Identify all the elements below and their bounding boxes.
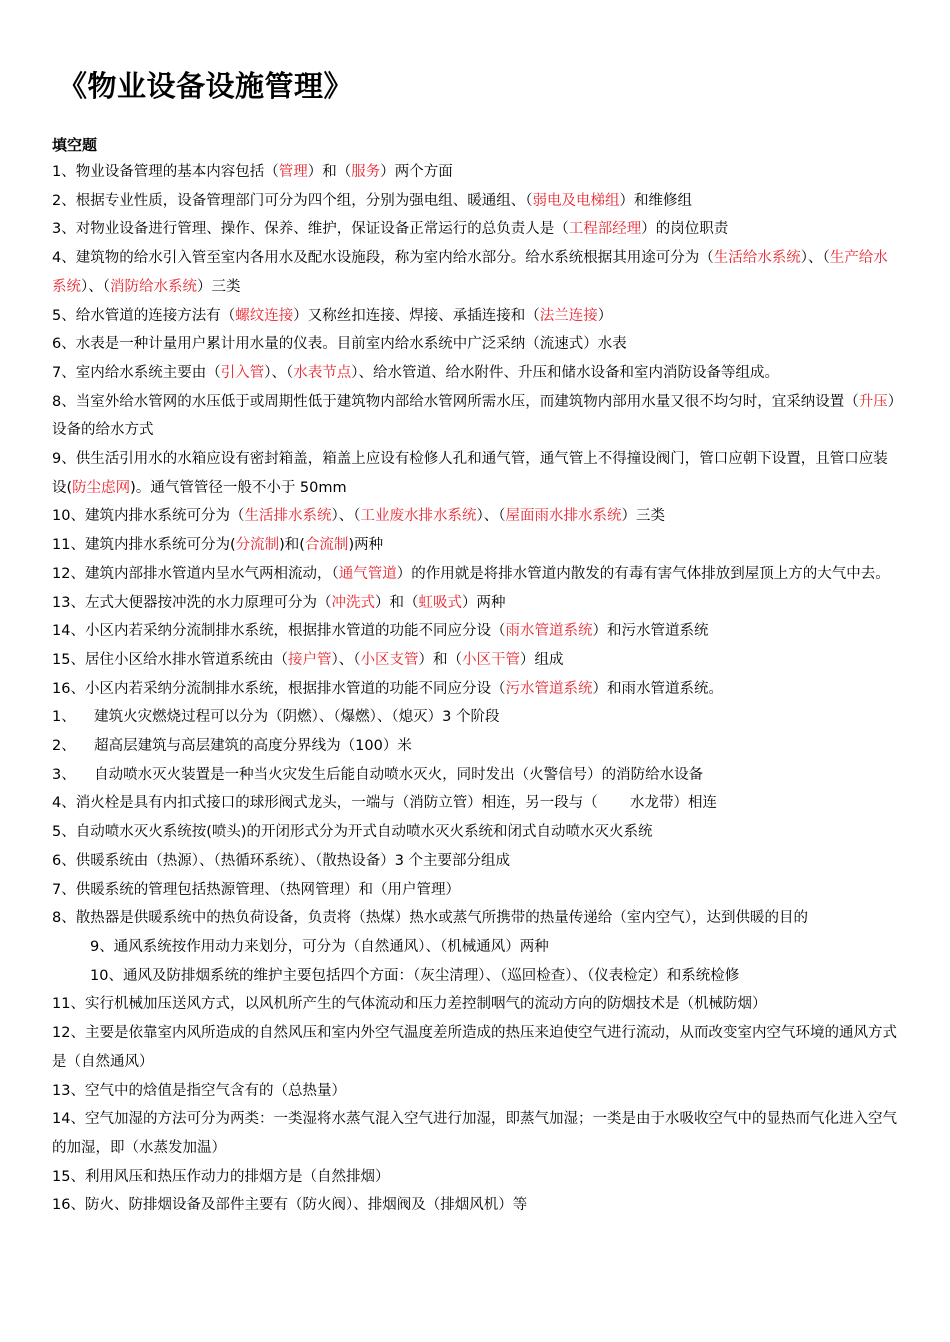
answer-text: 合流制: [304, 537, 349, 554]
question-text: 4、建筑物的给水引入管至室内各用水及配水设施段，称为室内给水部分。给水系统根据其用途可分为（: [52, 250, 714, 267]
answer-text: 虹吸式: [418, 594, 462, 611]
question-item: [52, 531, 902, 560]
answer-text: 引入管: [220, 364, 265, 381]
question-text: 10、通风及防排烟系统的维护主要包括四个方面：（灰尘清理）、（巡回检查）、（仪表检定）和系统检修: [90, 967, 740, 984]
question-text: 14、空气加湿的方法可分为两类：一类湿将水蒸气混入空气进行加湿，即蒸气加湿；一类是由于水吸收空气中的显热而气化进入空气的加湿，即（水蒸发加温）: [52, 1111, 897, 1156]
question-text: 9、供生活引用水的水箱应设有密封箱盖，箱盖上应设有检修人孔和通气管，通气管上不得撞设阀门，管口应朝下设置，且管口应装设(: [52, 451, 888, 496]
question-item: [52, 617, 902, 646]
question-text: 7、室内给水系统主要由（: [52, 364, 221, 381]
answer-text: 污水管道系统: [505, 680, 593, 697]
question-text: ）和（: [418, 651, 462, 668]
question-text: 5、自动喷水灭火系统按(喷头)的开闭形式分为开式自动喷水灭火系统和闭式自动喷水灭火系统: [52, 824, 653, 841]
question-text: ）、（: [331, 651, 361, 668]
answer-text: 法兰连接: [539, 307, 598, 324]
answer-text: 水表节点: [293, 364, 352, 381]
answer-text: 雨水管道系统: [505, 623, 593, 640]
question-text: ）两种: [461, 594, 506, 611]
question-text: ）、（: [476, 508, 506, 525]
question-item: [52, 560, 902, 589]
answer-text: 弱电及电梯组: [532, 192, 620, 209]
question-text: 16、小区内若采纳分流制排水系统，根据排水管道的功能不同应分设（: [52, 680, 506, 697]
question-text: 8、散热器是供暖系统中的热负荷设备，负责将（热煤）热水或蒸气所携带的热量传递给（室内空气），达到供暖的目的: [52, 910, 808, 927]
answer-text: 防尘虑网: [72, 479, 131, 496]
question-text: 2、根据专业性质，设备管理部门可分为四个组，分别为强电组、暖通组、（: [52, 192, 533, 209]
question-item: [52, 818, 902, 847]
question-text: ）、给水管道、给水附件、升压和储水设备和室内消防设备等组成。: [351, 364, 779, 381]
question-text: 14、小区内若采纳分流制排水系统，根据排水管道的功能不同应分设（: [52, 623, 506, 640]
question-text: ）两个方面: [380, 164, 453, 180]
question-text: 6、水表是一种计量用户累计用水量的仪表。目前室内给水系统中广泛采纳（流速式）水表: [52, 336, 627, 353]
question-text: ）、（: [264, 364, 294, 381]
answer-text: 服务: [351, 164, 381, 180]
question-text: 12、建筑内部排水管道内呈水气两相流动，（: [52, 565, 339, 582]
question-text: )。通气管管径一般不小于 50mm: [130, 479, 347, 496]
question-text: 9、通风系统按作用动力来划分，可分为（自然通风）、（机械通风）两种: [90, 938, 549, 955]
question-item: [52, 388, 902, 445]
answer-text: 工业废水排水系统: [360, 508, 477, 525]
question-item: [52, 502, 902, 531]
question-item: [52, 244, 902, 301]
question-item: [52, 1191, 902, 1220]
question-item: [52, 1163, 902, 1192]
question-item: [52, 187, 902, 216]
question-item: [52, 876, 902, 905]
answer-text: 小区支管: [360, 651, 419, 668]
question-list: [52, 158, 902, 1220]
question-item: [52, 847, 902, 876]
question-text: 16、防火、防排烟设备及部件主要有（防火阀）、排烟阀及（排烟风机）等: [52, 1197, 528, 1214]
question-item: [52, 789, 902, 818]
answer-text: 生活排水系统: [244, 508, 332, 525]
question-text: 4、消火栓是具有内扣式接口的球形阀式龙头，一端与（消防立管）相连，另一段与（ 水龙带）相连: [52, 795, 717, 812]
question-text: 12、主要是依靠室内风所造成的自然风压和室内外空气温度差所造成的热压来迫使空气进行流动，从而改变室内空气环境的通风方式是（自然通风）: [52, 1025, 897, 1070]
question-item: [52, 904, 902, 933]
question-text: ）又称丝扣连接、焊接、承插连接和（: [293, 307, 540, 324]
question-text: ）和污水管道系统: [592, 623, 709, 640]
question-item: [52, 646, 902, 675]
question-item: [52, 589, 902, 618]
question-item: [52, 675, 902, 704]
question-item: [52, 1105, 902, 1162]
question-text: ）、（: [800, 250, 830, 267]
answer-text: 升压: [858, 393, 888, 410]
question-item: [52, 703, 902, 732]
question-text: 11、建筑内排水系统可分为(: [52, 537, 236, 554]
question-text: 3、 自动喷水灭火装置是一种当火灾发生后能自动喷水灭火，同时发出（火警信号）的消防给水设备: [52, 766, 704, 783]
question-text: 5、给水管道的连接方法有（: [52, 307, 236, 324]
question-text: ）组成: [519, 651, 564, 668]
answer-text: 屋面雨水排水系统: [505, 508, 622, 525]
question-text: 13、左式大便器按冲洗的水力原理可分为（: [52, 594, 332, 611]
document-title: 《物业设备设施管理》: [58, 69, 354, 103]
question-text: 15、居住小区给水排水管道系统由（: [52, 651, 288, 668]
answer-text: 接户管: [287, 651, 332, 668]
question-item: [52, 962, 902, 991]
question-item: [52, 732, 902, 761]
question-item: [52, 1019, 902, 1076]
answer-text: 通气管道: [338, 565, 397, 582]
question-text: ）和（: [374, 594, 419, 611]
question-text: )和(: [279, 537, 305, 554]
question-text: ）: [597, 307, 613, 324]
question-text: ）、（: [331, 508, 361, 525]
answer-text: 消防给水系统: [110, 278, 197, 295]
question-text: ）的岗位职责: [641, 221, 729, 238]
question-text: ）和（: [307, 164, 352, 180]
question-text: 3、对物业设备进行管理、操作、保养、维护，保证设备正常运行的总负责人是（: [52, 221, 569, 238]
question-text: 6、供暖系统由（热源）、（热循环系统）、（散热设备）3 个主要部分组成: [52, 852, 511, 869]
question-text: 1、 建筑火灾燃烧过程可以分为（阴燃）、（爆燃）、（熄灭）3 个阶段: [52, 709, 500, 726]
question-item: [52, 990, 902, 1019]
question-text: 10、建筑内排水系统可分为（: [52, 508, 245, 525]
answer-text: 管理: [278, 164, 308, 180]
question-text: ）和维修组: [619, 192, 692, 209]
question-text: 8、当室外给水管网的水压低于或周期性低于建筑物内部给水管网所需水压，而建筑物内部用水量又很不均匀时，宜采纳设置（: [52, 393, 859, 410]
question-text: 7、供暖系统的管理包括热源管理、（热网管理）和（用户管理）: [52, 881, 460, 898]
question-item: [52, 359, 902, 388]
question-text: )两种: [348, 537, 384, 554]
answer-text: 小区干管: [461, 651, 520, 668]
question-item: [52, 330, 902, 359]
question-item: [52, 933, 902, 962]
question-text: ）的作用就是将排水管道内散发的有毒有害气体排放到屋顶上方的大气中去。: [396, 565, 890, 582]
question-item: [52, 445, 902, 502]
question-text: 15、利用风压和热压作动力的排烟方是（自然排烟）: [52, 1168, 390, 1185]
answer-text: 螺纹连接: [235, 307, 294, 324]
question-item: [52, 302, 902, 331]
section-heading: 填空题: [52, 136, 98, 154]
question-text: 11、实行机械加压送风方式，以风机所产生的气体流动和压力差控制咽气的流动方向的防烟技术是（机械防烟）: [52, 996, 767, 1013]
answer-text: 冲洗式: [331, 594, 375, 611]
question-text: ）设备的给水方式: [52, 393, 895, 439]
question-item: [52, 761, 902, 790]
question-text: 1、物业设备管理的基本内容包括（: [52, 164, 279, 180]
answer-text: 生活给水系统: [713, 250, 801, 267]
answer-text: 工程部经理: [568, 221, 642, 238]
question-text: ）、（: [81, 278, 110, 295]
question-item: [52, 215, 902, 244]
answer-text: 分流制: [235, 537, 280, 554]
question-text: 2、 超高层建筑与高层建筑的高度分界线为（100）米: [52, 738, 412, 755]
question-text: ）和雨水管道系统。: [592, 680, 723, 697]
question-item: [52, 158, 902, 187]
question-text: ）三类: [621, 508, 665, 525]
question-item: [52, 1077, 902, 1106]
answer-text: 生产给水系统: [52, 250, 888, 295]
question-text: 13、空气中的焓值是指空气含有的（总热量）: [52, 1082, 346, 1099]
question-text: ）三类: [197, 278, 241, 295]
